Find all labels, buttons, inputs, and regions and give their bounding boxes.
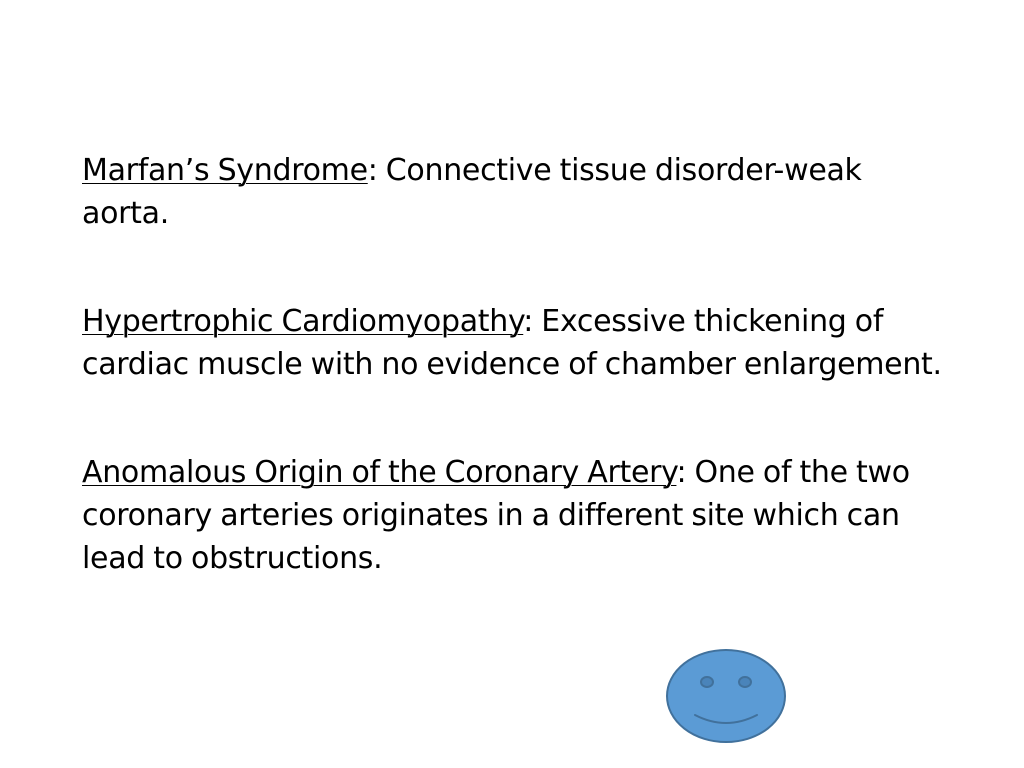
slide-content [82, 149, 952, 645]
definition-text: Excessive thickening of cardiac muscle with no evidence of chamber enlargement. [82, 304, 942, 382]
term-separator: : [367, 153, 378, 188]
definition-hypertrophic-cardiomyopathy [82, 300, 952, 386]
smiley-face-icon [664, 647, 788, 745]
smiley-right-eye [739, 677, 751, 687]
term-anomalous-origin: Anomalous Origin of the Coronary Artery [82, 455, 677, 490]
term-hypertrophic-cardiomyopathy: Hypertrophic Cardiomyopathy [82, 304, 524, 339]
term-separator: : [523, 304, 534, 339]
definition-anomalous-origin [82, 451, 952, 580]
definition-text: Connective tissue disorder-weak aorta. [82, 153, 862, 231]
term-separator: : [676, 455, 687, 490]
term-marfans-syndrome: Marfan’s Syndrome [82, 153, 368, 188]
smiley-face-shape [667, 650, 785, 742]
definition-marfans-syndrome [82, 149, 952, 235]
smiley-left-eye [701, 677, 713, 687]
definition-text: One of the two coronary arteries originates in a different site which can lead to obstructions. [82, 455, 910, 576]
